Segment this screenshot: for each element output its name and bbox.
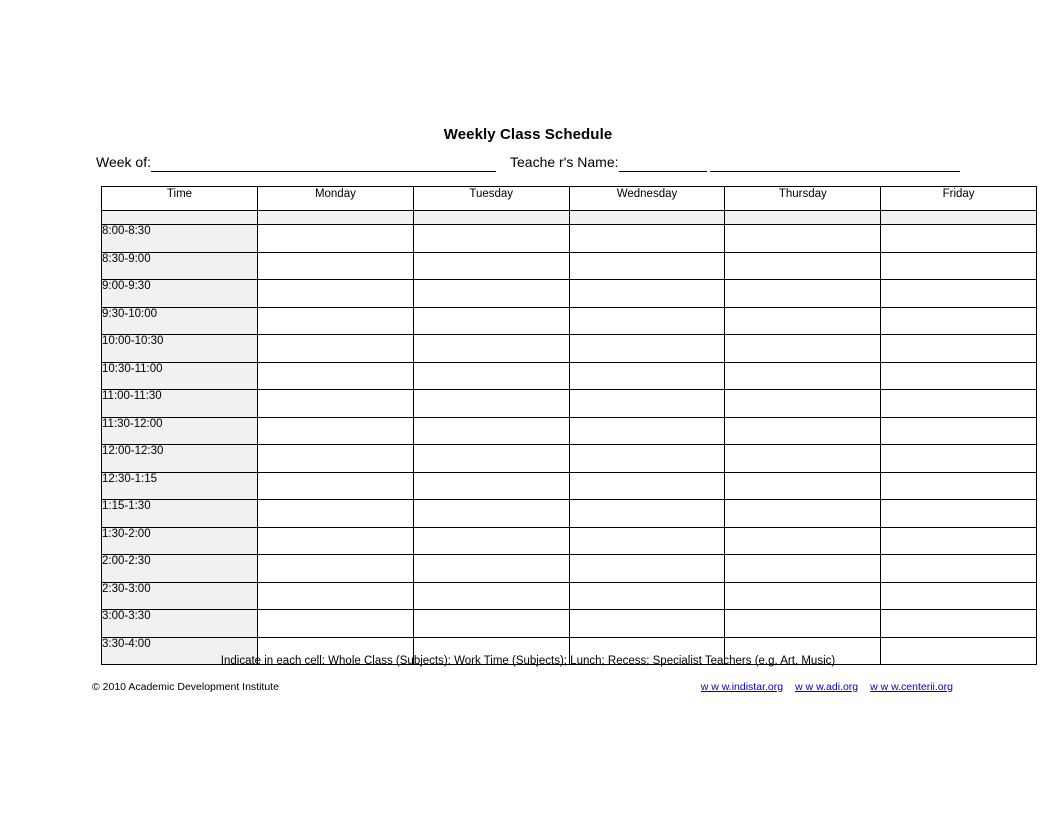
schedule-cell-wednesday[interactable] [569, 417, 725, 445]
table-header [102, 187, 1037, 211]
schedule-cell-wednesday[interactable] [569, 500, 725, 528]
table-row [102, 610, 1037, 638]
schedule-cell-wednesday[interactable] [569, 527, 725, 555]
column-header-tuesday: Tuesday [413, 187, 569, 211]
schedule-cell-thursday[interactable] [725, 555, 881, 583]
table-row [102, 335, 1037, 363]
time-slot-cell: 2:00-2:30 [102, 555, 258, 583]
schedule-cell-tuesday[interactable] [413, 610, 569, 638]
schedule-cell-tuesday[interactable] [413, 445, 569, 473]
schedule-cell-monday[interactable] [258, 582, 414, 610]
teacher-name-input-b[interactable] [710, 156, 960, 172]
table-spacer-row [102, 211, 1037, 225]
weekly-schedule-table [101, 186, 1037, 665]
schedule-cell-thursday[interactable] [725, 500, 881, 528]
time-slot-cell: 8:00-8:30 [102, 225, 258, 253]
schedule-cell-wednesday[interactable] [569, 390, 725, 418]
time-slot-cell: 12:30-1:15 [102, 472, 258, 500]
schedule-cell-monday[interactable] [258, 417, 414, 445]
schedule-table-wrapper [101, 186, 1036, 665]
schedule-cell-friday[interactable] [881, 527, 1037, 555]
column-header-wednesday: Wednesday [569, 187, 725, 211]
time-slot-cell: 1:30-2:00 [102, 527, 258, 555]
time-slot-cell: 11:30-12:00 [102, 417, 258, 445]
schedule-cell-tuesday[interactable] [413, 472, 569, 500]
schedule-cell-friday[interactable] [881, 225, 1037, 253]
table-body [102, 211, 1037, 665]
schedule-cell-monday[interactable] [258, 307, 414, 335]
schedule-cell-tuesday[interactable] [413, 417, 569, 445]
schedule-cell-wednesday[interactable] [569, 362, 725, 390]
table-row [102, 307, 1037, 335]
schedule-cell-friday[interactable] [881, 472, 1037, 500]
time-slot-cell: 1:15-1:30 [102, 500, 258, 528]
schedule-cell-monday[interactable] [258, 555, 414, 583]
footer-link-2[interactable]: w w w.centerii.org [870, 681, 953, 693]
time-slot-cell: 2:30-3:00 [102, 582, 258, 610]
footer-links [701, 680, 953, 694]
table-row [102, 417, 1037, 445]
schedule-cell-monday[interactable] [258, 500, 414, 528]
schedule-cell-monday[interactable] [258, 335, 414, 363]
form-fields-row [96, 152, 1016, 176]
schedule-cell-tuesday[interactable] [413, 362, 569, 390]
table-row [102, 225, 1037, 253]
table-row [102, 472, 1037, 500]
table-header-row [102, 187, 1037, 211]
schedule-cell-wednesday[interactable] [569, 582, 725, 610]
schedule-cell-wednesday[interactable] [569, 252, 725, 280]
schedule-cell-wednesday[interactable] [569, 225, 725, 253]
teacher-name-input-a[interactable] [619, 156, 707, 172]
spacer-cell-thursday [725, 211, 881, 225]
schedule-cell-tuesday[interactable] [413, 335, 569, 363]
schedule-cell-thursday[interactable] [725, 252, 881, 280]
schedule-cell-monday[interactable] [258, 390, 414, 418]
table-row [102, 445, 1037, 473]
schedule-cell-thursday[interactable] [725, 307, 881, 335]
table-row [102, 500, 1037, 528]
column-header-monday: Monday [258, 187, 414, 211]
schedule-cell-wednesday[interactable] [569, 280, 725, 308]
schedule-cell-wednesday[interactable] [569, 555, 725, 583]
schedule-cell-monday[interactable] [258, 225, 414, 253]
column-header-time: Time [102, 187, 258, 211]
table-row [102, 390, 1037, 418]
spacer-cell-friday [881, 211, 1037, 225]
column-header-friday: Friday [881, 187, 1037, 211]
schedule-cell-friday[interactable] [881, 280, 1037, 308]
schedule-cell-thursday[interactable] [725, 280, 881, 308]
time-slot-cell: 3:30-4:00 [102, 637, 258, 665]
time-slot-cell: 10:30-11:00 [102, 362, 258, 390]
schedule-cell-friday[interactable] [881, 362, 1037, 390]
schedule-cell-friday[interactable] [881, 417, 1037, 445]
schedule-cell-friday[interactable] [881, 610, 1037, 638]
time-slot-cell: 9:30-10:00 [102, 307, 258, 335]
schedule-cell-friday[interactable] [881, 335, 1037, 363]
time-slot-cell: 12:00-12:30 [102, 445, 258, 473]
footer-link-0[interactable]: w w w.indistar.org [700, 681, 784, 693]
schedule-cell-tuesday[interactable] [413, 555, 569, 583]
schedule-cell-monday[interactable] [258, 280, 414, 308]
schedule-cell-thursday[interactable] [725, 610, 881, 638]
schedule-cell-monday[interactable] [258, 527, 414, 555]
footer-bar [0, 680, 1056, 696]
schedule-cell-monday[interactable] [258, 472, 414, 500]
schedule-cell-friday[interactable] [881, 582, 1037, 610]
schedule-cell-thursday[interactable] [725, 527, 881, 555]
table-row [102, 362, 1037, 390]
schedule-cell-monday[interactable] [258, 445, 414, 473]
schedule-cell-tuesday[interactable] [413, 307, 569, 335]
teacher-name-label: Teache r's Name: [510, 154, 619, 170]
time-slot-cell: 11:00-11:30 [102, 390, 258, 418]
schedule-cell-friday[interactable] [881, 252, 1037, 280]
week-of-input[interactable] [151, 156, 496, 172]
table-row [102, 527, 1037, 555]
footer-link-1[interactable]: w w w.adi.org [795, 681, 859, 693]
week-of-label: Week of: [96, 154, 151, 170]
schedule-cell-thursday[interactable] [725, 362, 881, 390]
schedule-cell-monday[interactable] [258, 610, 414, 638]
schedule-cell-wednesday[interactable] [569, 307, 725, 335]
time-slot-cell: 8:30-9:00 [102, 252, 258, 280]
table-row [102, 252, 1037, 280]
schedule-cell-friday[interactable] [881, 555, 1037, 583]
schedule-cell-thursday[interactable] [725, 445, 881, 473]
schedule-cell-friday[interactable] [881, 500, 1037, 528]
spacer-cell-time [102, 211, 258, 225]
schedule-cell-thursday[interactable] [725, 472, 881, 500]
table-row [102, 280, 1037, 308]
schedule-cell-thursday[interactable] [725, 390, 881, 418]
schedule-cell-friday[interactable] [881, 445, 1037, 473]
copyright-text: © 2010 Academic Development Institute [92, 681, 279, 693]
schedule-cell-thursday[interactable] [725, 582, 881, 610]
schedule-cell-monday[interactable] [258, 252, 414, 280]
schedule-cell-wednesday[interactable] [569, 445, 725, 473]
schedule-cell-tuesday[interactable] [413, 390, 569, 418]
schedule-cell-tuesday[interactable] [413, 225, 569, 253]
schedule-cell-tuesday[interactable] [413, 582, 569, 610]
schedule-cell-tuesday[interactable] [413, 500, 569, 528]
page-title [0, 126, 1056, 144]
column-header-thursday: Thursday [725, 187, 881, 211]
spacer-cell-tuesday [413, 211, 569, 225]
schedule-cell-thursday[interactable] [725, 335, 881, 363]
spacer-cell-monday [258, 211, 414, 225]
schedule-cell-wednesday[interactable] [569, 472, 725, 500]
time-slot-cell: 10:00-10:30 [102, 335, 258, 363]
spacer-cell-wednesday [569, 211, 725, 225]
instruction-text: Indicate in each cell: Whole Class (Subjects); Work Time (Subjects); Lunch; Recess; Specialist Teachers (e.g. Art, Music) [220, 655, 836, 667]
page-title-text: Weekly Class Schedule [443, 126, 613, 143]
table-row [102, 555, 1037, 583]
schedule-cell-tuesday[interactable] [413, 252, 569, 280]
schedule-cell-thursday[interactable] [725, 225, 881, 253]
schedule-cell-thursday[interactable] [725, 417, 881, 445]
schedule-cell-tuesday[interactable] [413, 527, 569, 555]
schedule-cell-monday[interactable] [258, 362, 414, 390]
schedule-cell-friday[interactable] [881, 307, 1037, 335]
schedule-cell-tuesday[interactable] [413, 280, 569, 308]
time-slot-cell: 3:00-3:30 [102, 610, 258, 638]
schedule-cell-wednesday[interactable] [569, 610, 725, 638]
schedule-cell-friday[interactable] [881, 390, 1037, 418]
table-row [102, 582, 1037, 610]
schedule-cell-wednesday[interactable] [569, 335, 725, 363]
time-slot-cell: 9:00-9:30 [102, 280, 258, 308]
